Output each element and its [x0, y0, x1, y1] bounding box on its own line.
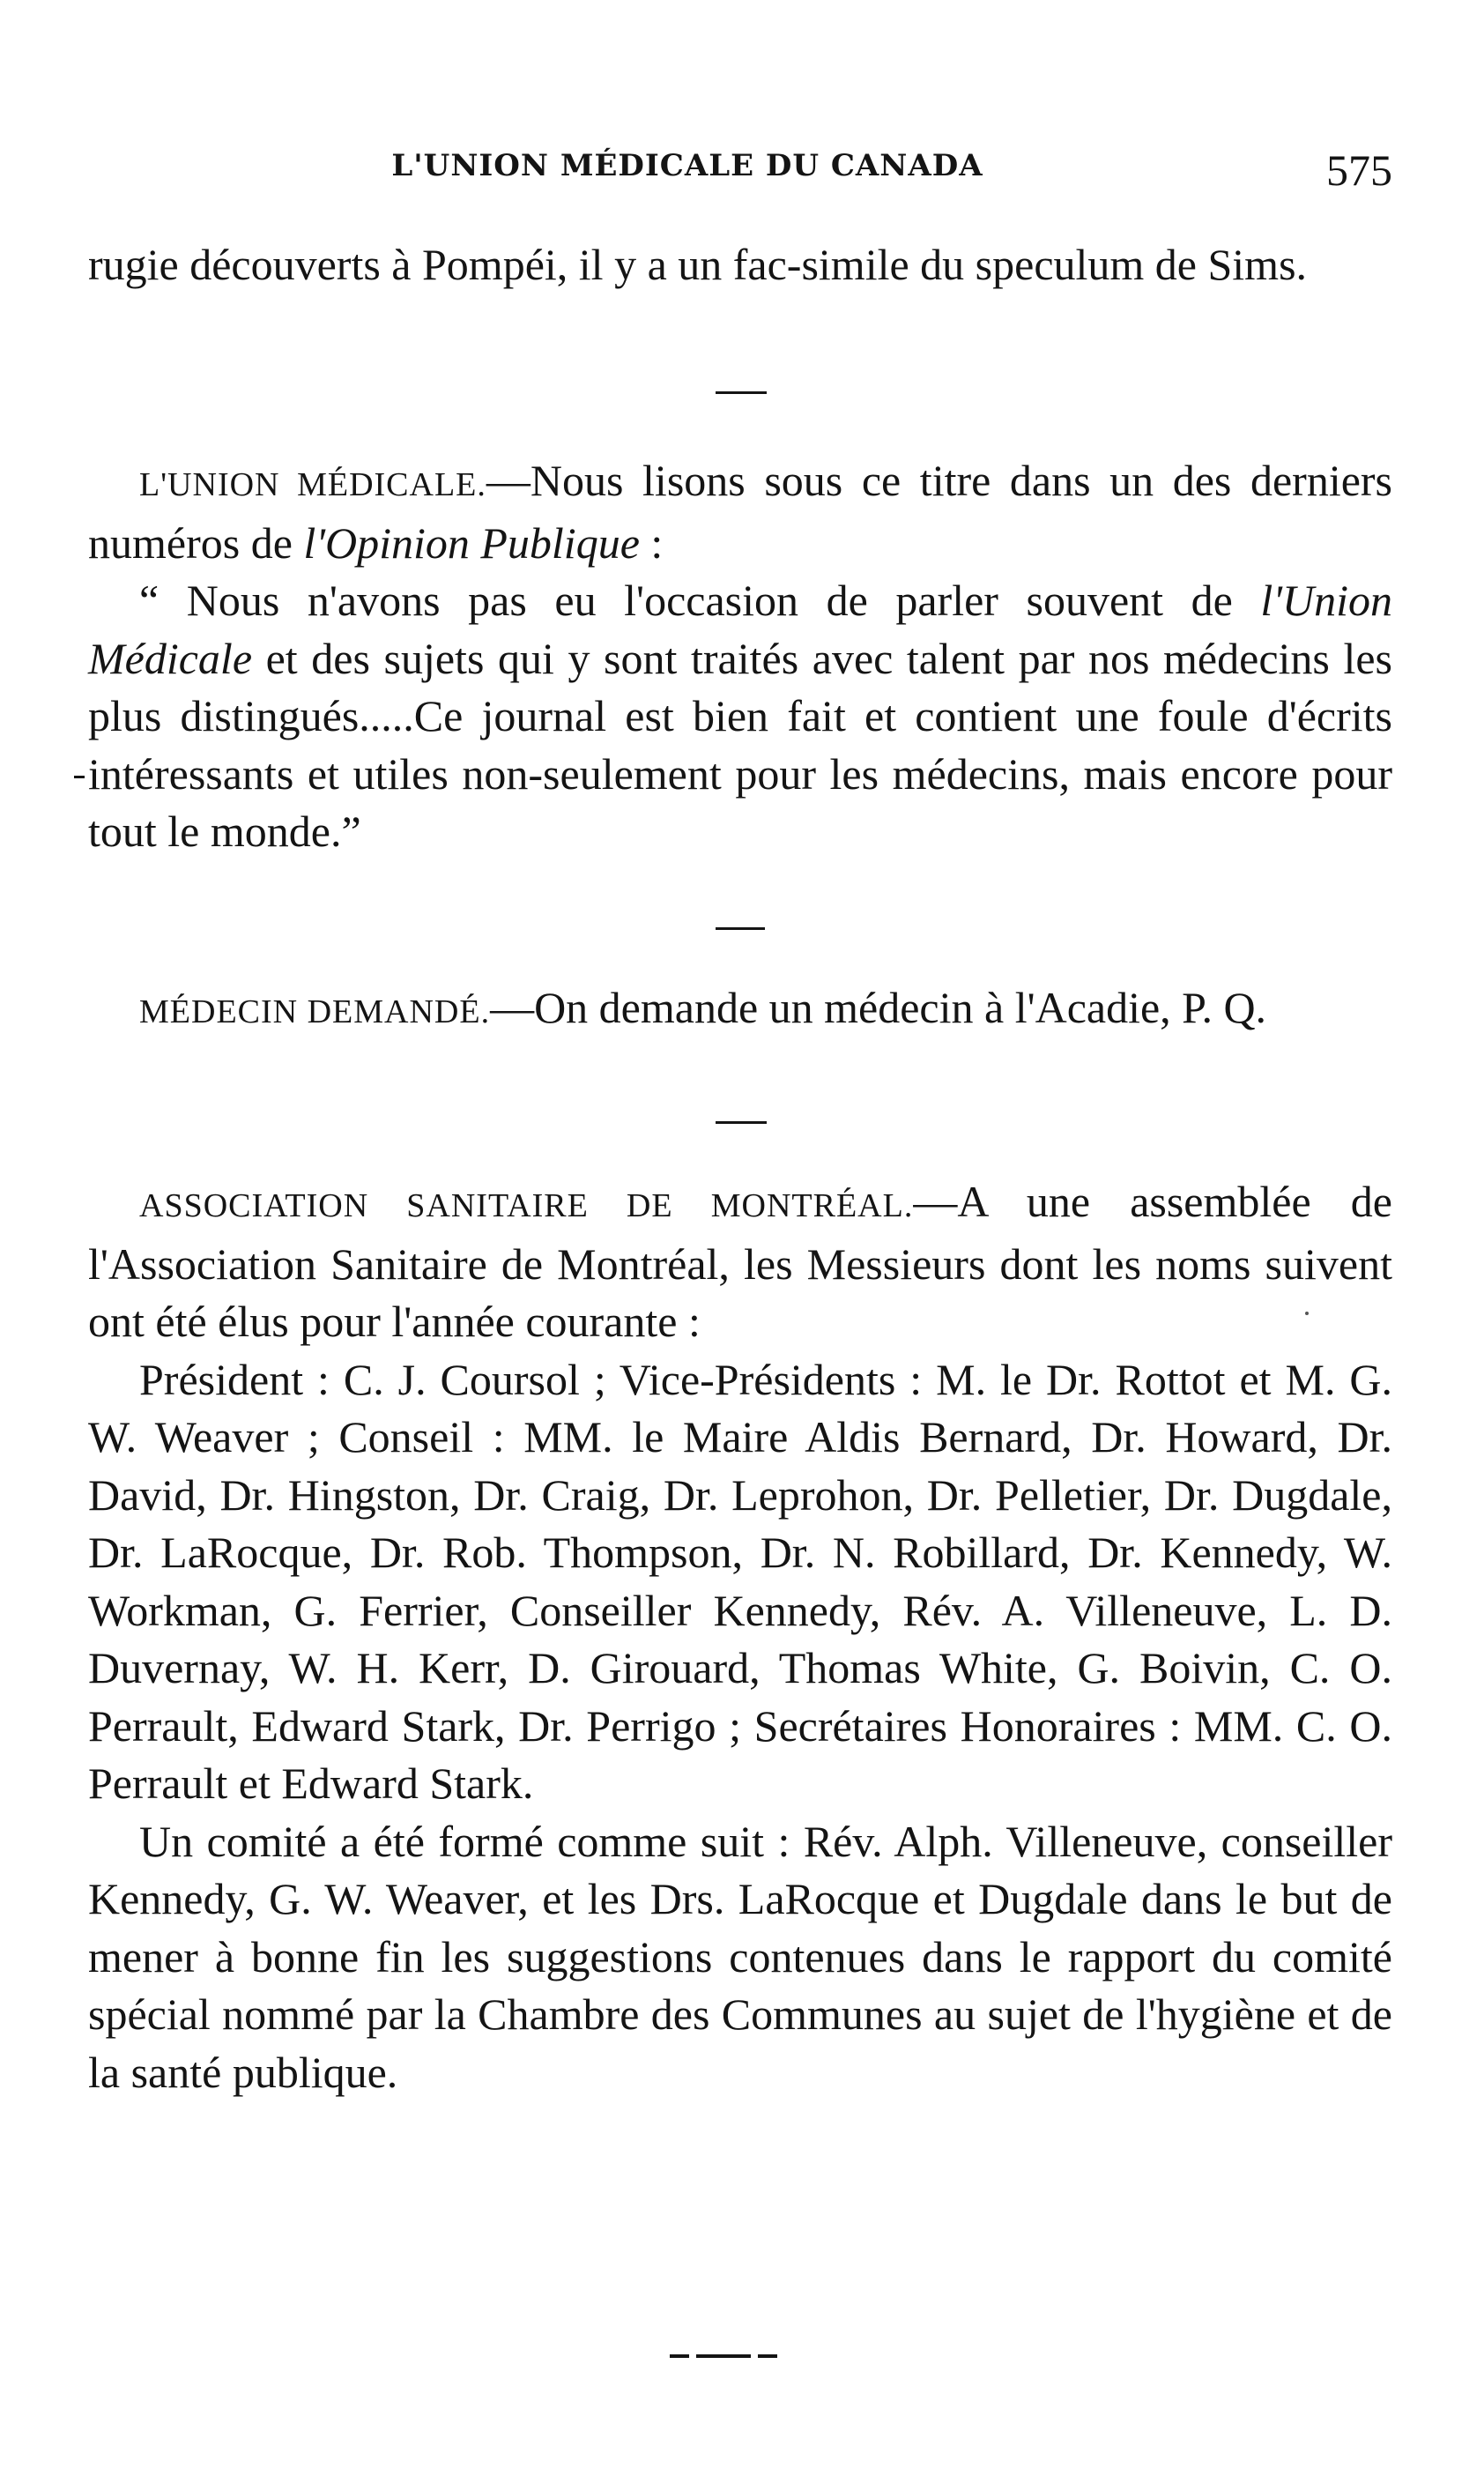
union-text-2: : [639, 517, 664, 568]
intro-paragraph [88, 236, 1392, 294]
union-section [88, 452, 1392, 861]
union-quote-2: et des sujets qui y sont traités avec talent par nos médecins les plus distingués.....Ce journal est bien fait et contient une foule d'écrits intéressants et utiles non-seulement pour les médecins, mais encore pour tout le monde.” [88, 633, 1392, 856]
association-section [88, 1173, 1392, 2101]
association-heading: ASSOCIATION SANITAIRE DE MONTRÉAL. [139, 1187, 914, 1224]
ink-speck [1305, 1312, 1309, 1315]
section-divider [716, 927, 765, 930]
union-quote [88, 572, 1392, 861]
running-title: L'UNION MÉDICALE DU CANADA [391, 148, 983, 183]
medecin-heading: MÉDECIN DEMANDÉ. [139, 993, 491, 1030]
intro-text: rugie découverts à Pompéi, il y a un fac-simile du speculum de Sims. [88, 240, 1308, 289]
union-quote-title: l'Union Médicale [88, 576, 1392, 683]
union-heading: L'UNION MÉDICALE. [139, 466, 486, 503]
medecin-text: —On demande un médecin à l'Acadie, P. Q. [490, 983, 1267, 1032]
association-paragraph [88, 1173, 1392, 1351]
union-quote-1: “ Nous n'avons pas eu l'occasion de parler souvent de [139, 576, 1261, 625]
section-divider [716, 1121, 767, 1124]
union-text-1: —Nous lisons sous ce titre dans un des derniers numéros de [88, 456, 1393, 568]
union-paragraph [88, 452, 1392, 572]
union-source: l'Opinion Publique [303, 517, 640, 568]
section-divider [716, 391, 767, 394]
running-header [88, 145, 1392, 201]
end-rule-segment [670, 2354, 689, 2358]
end-rule-segment [758, 2354, 777, 2358]
page-number: 575 [1326, 145, 1392, 195]
medecin-paragraph [88, 979, 1392, 1042]
end-ornament-rule [670, 2354, 811, 2360]
margin-mark [74, 776, 85, 778]
end-rule-segment [696, 2354, 751, 2358]
medecin-section [88, 979, 1392, 1042]
association-text: —A une assemblée de l'Association Sanitaire de Montréal, les Messieurs dont les noms suivent ont été élus pour l'année courante : [88, 1177, 1392, 1346]
association-officers: Président : C. J. Coursol ; Vice-Présidents : M. le Dr. Rottot et M. G. W. Weaver ; Conseil : MM. le Maire Aldis Bernard, Dr. Howard, Dr. David, Dr. Hingston, Dr. Craig, Dr. Leprohon, Dr. Pelletier, Dr. Dugdale, Dr. LaRocque, Dr. Rob. Thompson, Dr. N. Robillard, Dr. Kennedy, W. Workman, G. Ferrier, Conseiller Kennedy, Rév. A. Villeneuve, L. D. Duvernay, W. H. Kerr, D. Girouard, Thomas White, G. Boivin, C. O. Perrault, Edward Stark, Dr. Perrigo ; Secrétaires Honoraires : MM. C. O. Perrault et Edward Stark. [88, 1354, 1392, 1808]
association-comite: Un comité a été formé comme suit : Rév. Alph. Villeneuve, conseiller Kennedy, G. W. Weaver, et les Drs. LaRocque et Dugdale dans le but de mener à bonne fin les suggestions contenues dans le rapport du comité spécial nommé par la Chambre des Communes au sujet de l'hygiène et de la santé publique. [88, 1816, 1392, 2097]
